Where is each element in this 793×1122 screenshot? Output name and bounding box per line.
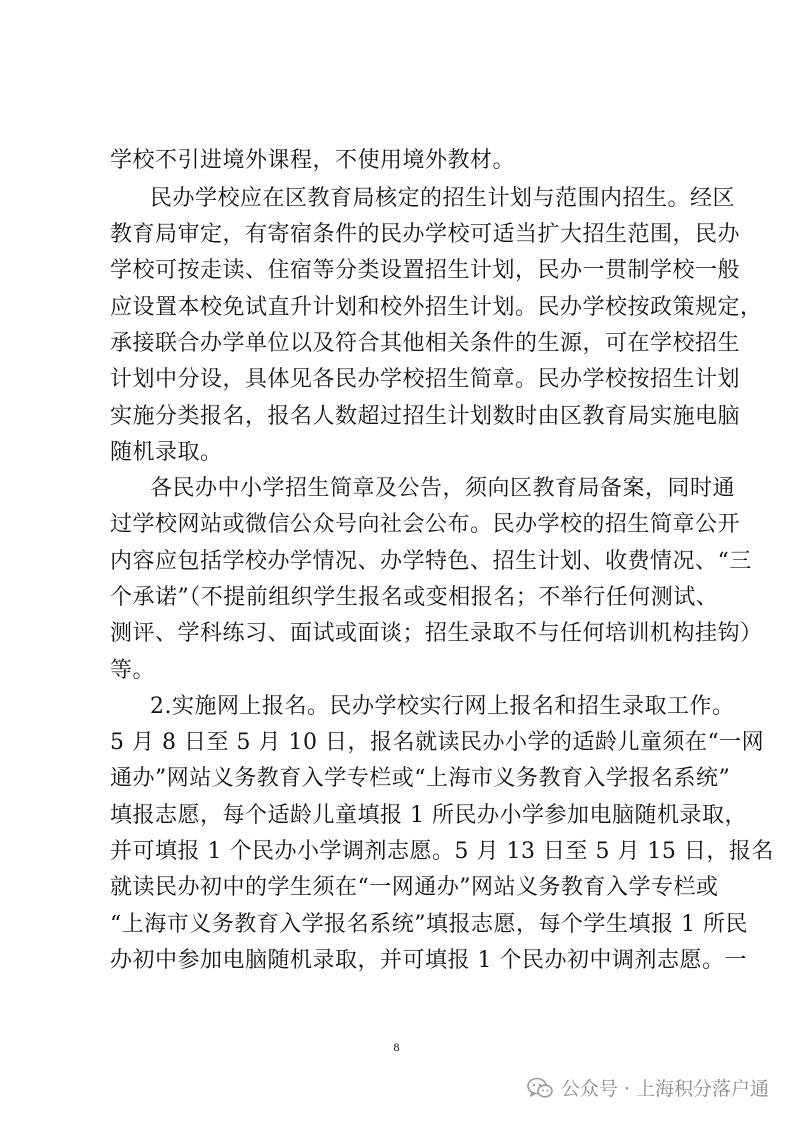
- text-line: 2.实施网上报名。民办学校实行网上报名和招生录取工作。: [150, 694, 735, 719]
- text-line: 过学校网站或微信公众号向社会公布。民办学校的招生简章公开: [110, 512, 741, 537]
- text-line: 办初中参加电脑随机录取，并可填报 1 个民办初中调剂志愿。一: [110, 948, 747, 973]
- text-line: 通办”网站义务教育入学专栏或“上海市义务教育入学报名系统”: [110, 766, 731, 791]
- text-line: 随机录取。: [110, 440, 223, 465]
- text-line: 5 月 8 日至 5 月 10 日，报名就读民办小学的适龄儿童须在“一网: [110, 730, 765, 755]
- text-line: 教育局审定，有寄宿条件的民办学校可适当扩大招生范围，民办: [110, 222, 741, 247]
- watermark-text: 公众号 · 上海积分落户通: [560, 1078, 769, 1100]
- page-number: 8: [393, 1040, 400, 1054]
- watermark: [527, 1074, 769, 1101]
- wechat-icon: [527, 1077, 553, 1099]
- text-line: 内容应包括学校办学情况、办学特色、招生计划、收费情况、“三: [110, 549, 752, 574]
- text-line: “上海市义务教育入学报名系统”填报志愿，每个学生填报 1 所民: [110, 912, 748, 937]
- text-line: 民办学校应在区教育局核定的招生计划与范围内招生。经区: [150, 186, 736, 211]
- text-line: 计划中分设，具体见各民办学校招生简章。民办学校按招生计划: [110, 367, 741, 392]
- text-line: 各民办中小学招生简章及公告，须向区教育局备案，同时通: [150, 476, 736, 501]
- text-line: 就读民办初中的学生须在“一网通办”网站义务教育入学专栏或: [110, 875, 719, 900]
- text-line: 并可填报 1 个民办小学调剂志愿。5 月 13 日至 5 月 15 日，报名: [110, 839, 774, 864]
- text-line: 学校不引进境外课程，不使用境外教材。: [110, 148, 516, 173]
- text-line: 承接联合办学单位以及符合其他相关条件的生源，可在学校招生: [110, 331, 741, 356]
- text-line: 填报志愿，每个适龄儿童填报 1 所民办小学参加电脑随机录取，: [110, 803, 747, 828]
- text-line: 等。: [110, 658, 156, 683]
- text-line: 个承诺”（不提前组织学生报名或变相报名；不举行任何测试、: [110, 585, 719, 610]
- text-line: 实施分类报名，报名人数超过招生计划数时由区教育局实施电脑: [110, 404, 741, 429]
- text-line: 学校可按走读、住宿等分类设置招生计划，民办一贯制学校一般: [110, 258, 741, 283]
- text-line: 应设置本校免试直升计划和校外招生计划。民办学校按政策规定，: [110, 295, 763, 320]
- text-line: 测评、学科练习、面试或面谈；招生录取不与任何培训机构挂钩）: [110, 621, 763, 646]
